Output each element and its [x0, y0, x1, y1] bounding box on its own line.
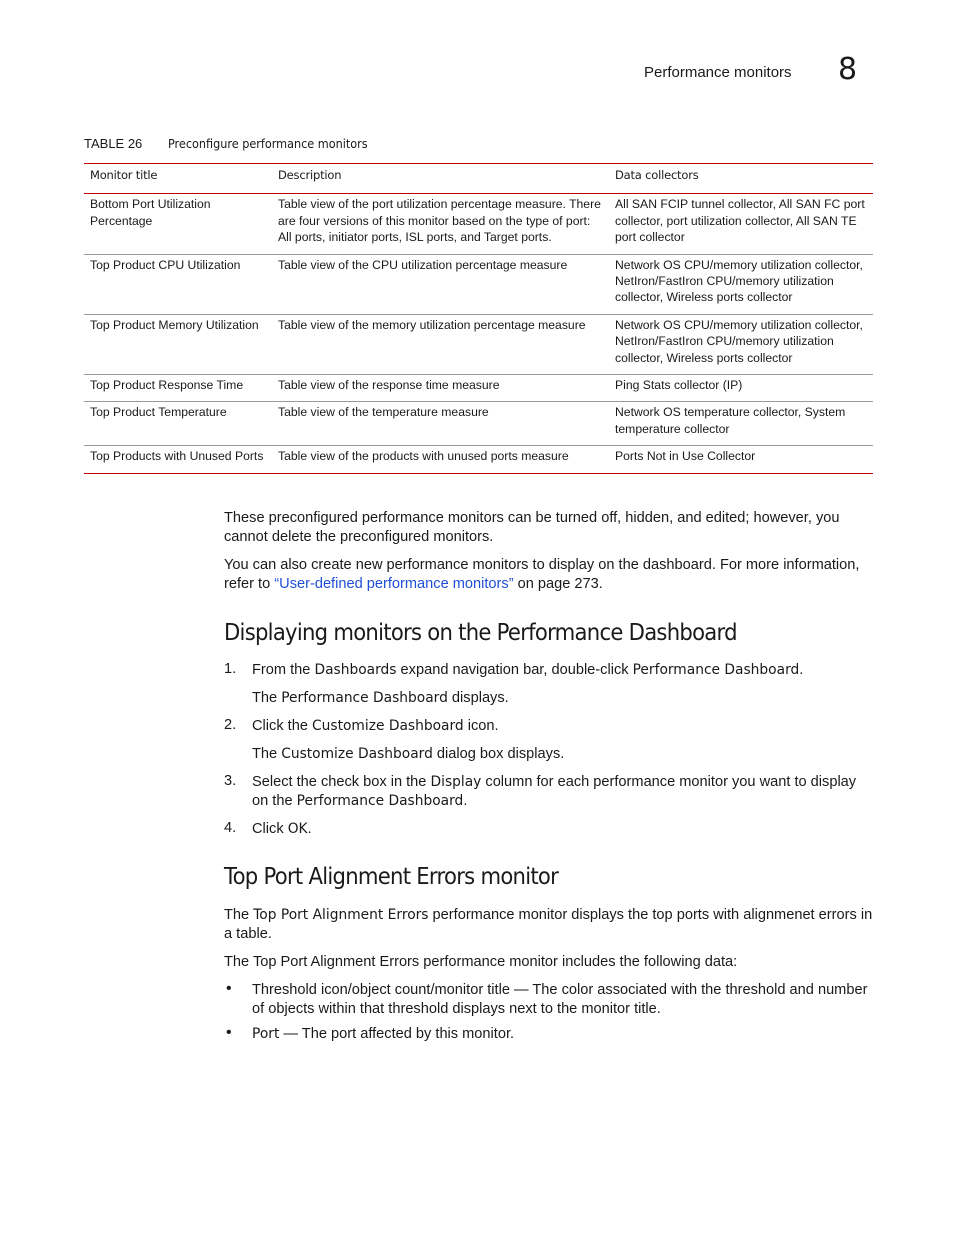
table-row: [84, 194, 873, 254]
chapter-number: 8: [838, 52, 858, 87]
table-header-row: [84, 164, 873, 194]
step-2-result: The Customize Dashboard dialog box displays.: [252, 746, 565, 762]
cell-description: Table view of the memory utilization percentage measure: [272, 314, 609, 374]
cell-data-collectors: Ping Stats collector (IP): [609, 375, 873, 402]
cell-data-collectors: Ports Not in Use Collector: [609, 446, 873, 473]
step-number: 2.: [224, 717, 237, 733]
cell-data-collectors: All SAN FCIP tunnel collector, All SAN FC port collector, port utilization collector, All SAN TE port collector: [609, 194, 873, 254]
table-caption: [84, 136, 368, 151]
column-header-data-collectors: Data collectors: [609, 164, 873, 194]
paragraph-create-monitors: You can also create new performance monitors to display on the dashboard. For more information, refer to “User-defined performance monitors” on page 273.: [224, 557, 860, 592]
cell-monitor-title: Top Product CPU Utilization: [84, 254, 272, 314]
cell-description: Table view of the response time measure: [272, 375, 609, 402]
step-number: 1.: [224, 661, 237, 677]
step-3: Select the check box in the Display column for each performance monitor you want to display on the Performance Dashboard.: [252, 774, 857, 809]
step-1-result: The Performance Dashboard displays.: [252, 690, 509, 706]
paragraph-preconfigured-note: These preconfigured performance monitors can be turned off, hidden, and edited; however, you cannot delete the preconfigured monitors.: [224, 510, 840, 545]
cell-description: Table view of the port utilization percentage measure. There are four versions of this monitor based on the type of port: All ports, initiator ports, ISL ports, and Target ports.: [272, 194, 609, 254]
cell-monitor-title: Bottom Port Utilization Percentage: [84, 194, 272, 254]
step-2: Click the Customize Dashboard icon.: [252, 718, 499, 734]
cell-monitor-title: Top Product Temperature: [84, 402, 272, 446]
cell-data-collectors: Network OS CPU/memory utilization collector, NetIron/FastIron CPU/memory utilization collector, Wireless ports collector: [609, 314, 873, 374]
running-header-title: Performance monitors: [644, 64, 792, 81]
step-4: Click OK.: [252, 821, 312, 837]
table-row: [84, 402, 873, 446]
bullet-icon: •: [226, 1024, 232, 1041]
step-number: 4.: [224, 820, 237, 836]
step-1: From the Dashboards expand navigation bar, double-click Performance Dashboard.: [252, 662, 804, 678]
cell-monitor-title: Top Products with Unused Ports: [84, 446, 272, 473]
bullet-item-port: Port — The port affected by this monitor.: [252, 1026, 515, 1042]
user-defined-monitors-link[interactable]: “User-defined performance monitors”: [274, 576, 514, 592]
step-number: 3.: [224, 773, 237, 789]
paragraph-includes-data: The Top Port Alignment Errors performance monitor includes the following data:: [224, 954, 738, 970]
cell-description: Table view of the CPU utilization percentage measure: [272, 254, 609, 314]
cell-data-collectors: Network OS temperature collector, System temperature collector: [609, 402, 873, 446]
cell-description: Table view of the products with unused ports measure: [272, 446, 609, 473]
bullet-icon: •: [226, 980, 232, 997]
section-heading-top-port-alignment: Top Port Alignment Errors monitor: [224, 864, 559, 890]
monitors-table: [84, 163, 873, 474]
bullet-item-threshold: Threshold icon/object count/monitor title — The color associated with the threshold and number of objects within that threshold displays next to the monitor title.: [252, 982, 868, 1017]
table-title: Preconfigure performance monitors: [168, 136, 368, 151]
column-header-description: Description: [272, 164, 609, 194]
cell-monitor-title: Top Product Memory Utilization: [84, 314, 272, 374]
table-row: [84, 375, 873, 402]
table-label: TABLE 26: [84, 136, 143, 151]
table-row: [84, 254, 873, 314]
table-row: [84, 314, 873, 374]
section-heading-displaying-monitors: Displaying monitors on the Performance Dashboard: [224, 620, 737, 646]
table-row: [84, 446, 873, 473]
cell-description: Table view of the temperature measure: [272, 402, 609, 446]
cell-data-collectors: Network OS CPU/memory utilization collector, NetIron/FastIron CPU/memory utilization collector, Wireless ports collector: [609, 254, 873, 314]
column-header-monitor-title: Monitor title: [84, 164, 272, 194]
cell-monitor-title: Top Product Response Time: [84, 375, 272, 402]
paragraph-monitor-intro: The Top Port Alignment Errors performance monitor displays the top ports with alignmenet errors in a table.: [224, 907, 873, 942]
